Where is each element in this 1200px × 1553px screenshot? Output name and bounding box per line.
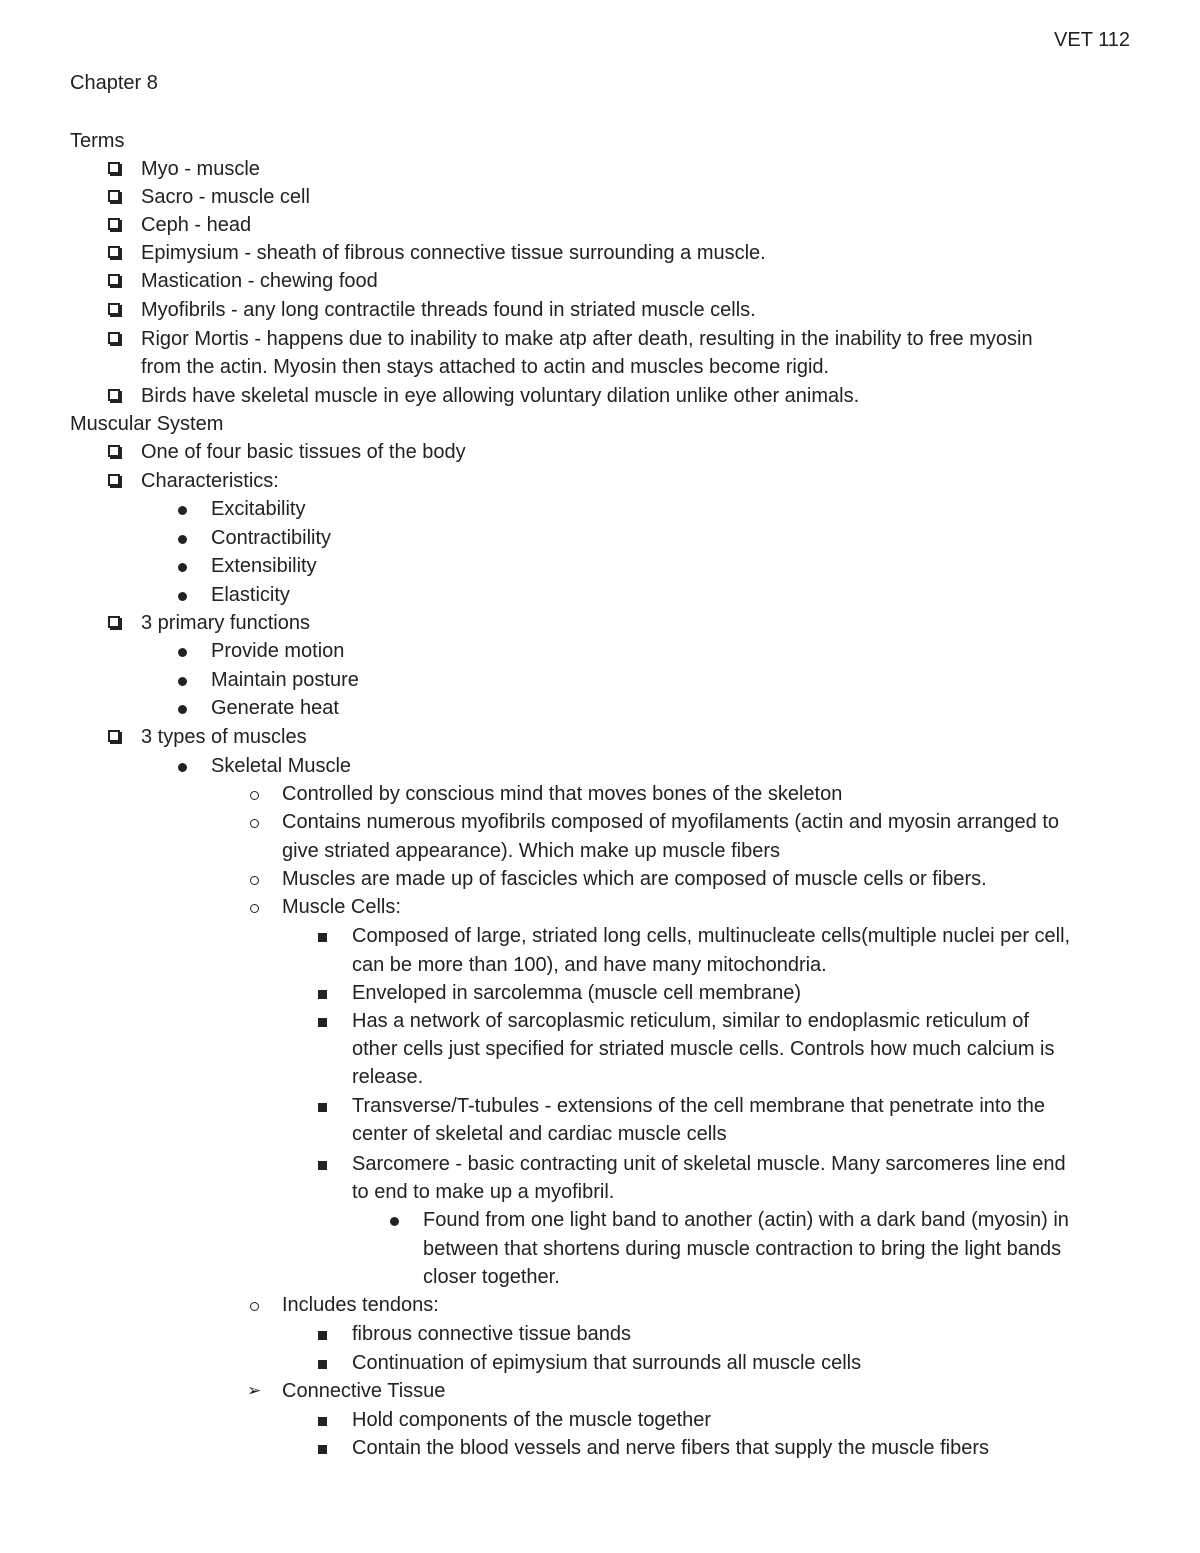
list-item: fibrous connective tissue bands (352, 1323, 632, 1345)
checkbox-icon (108, 332, 120, 344)
list-item: 3 types of muscles (141, 726, 307, 748)
bullet-icon (178, 592, 187, 601)
section-heading: Muscular System (70, 413, 224, 435)
list-item: Continuation of epimysium that surrounds all muscle cells (352, 1352, 862, 1374)
list-item: Generate heat (211, 697, 339, 719)
list-item: Epimysium - sheath of fibrous connective tissue surrounding a muscle. (141, 242, 766, 264)
list-item-continuation: to end to make up a myofibril. (352, 1181, 615, 1203)
square-bullet-icon (318, 1331, 327, 1340)
list-item: Elasticity (211, 584, 290, 606)
checkbox-icon (108, 616, 120, 628)
list-item: Myo - muscle (141, 158, 260, 180)
hollow-bullet-icon (250, 819, 259, 828)
bullet-icon (178, 506, 187, 515)
bullet-icon (178, 763, 187, 772)
bullet-icon (390, 1217, 399, 1226)
list-item-continuation: give striated appearance). Which make up muscle fibers (282, 840, 781, 862)
hollow-bullet-icon (250, 904, 259, 913)
list-item: Found from one light band to another (actin) with a dark band (myosin) in (423, 1209, 1069, 1231)
list-item: Has a network of sarcoplasmic reticulum, similar to endoplasmic reticulum of (352, 1010, 1029, 1032)
checkbox-icon (108, 389, 120, 401)
list-item-continuation: can be more than 100), and have many mitochondria. (352, 954, 827, 976)
square-bullet-icon (318, 1161, 327, 1170)
list-item: Birds have skeletal muscle in eye allowing voluntary dilation unlike other animals. (141, 385, 860, 407)
list-item: Muscle Cells: (282, 896, 401, 918)
bullet-icon (178, 705, 187, 714)
page-title: Chapter 8 (70, 72, 158, 94)
bullet-icon (178, 648, 187, 657)
list-item: Muscles are made up of fascicles which are composed of muscle cells or fibers. (282, 868, 987, 890)
list-item: Contractibility (211, 527, 332, 549)
arrow-bullet-icon: ➢ (247, 1381, 262, 1400)
square-bullet-icon (318, 1417, 327, 1426)
list-item: Hold components of the muscle together (352, 1409, 712, 1431)
list-item: Connective Tissue (282, 1380, 446, 1402)
list-item: Maintain posture (211, 669, 359, 691)
square-bullet-icon (318, 1445, 327, 1454)
square-bullet-icon (318, 933, 327, 942)
list-item: Provide motion (211, 640, 345, 662)
terms-heading: Terms (70, 130, 125, 152)
list-item: Controlled by conscious mind that moves bones of the skeleton (282, 783, 843, 805)
list-item: Contain the blood vessels and nerve fibers that supply the muscle fibers (352, 1437, 990, 1459)
list-item-continuation: other cells just specified for striated muscle cells. Controls how much calcium is (352, 1038, 1055, 1060)
list-item: Includes tendons: (282, 1294, 439, 1316)
list-item: 3 primary functions (141, 612, 310, 634)
list-item-continuation: between that shortens during muscle contraction to bring the light bands (423, 1238, 1062, 1260)
list-item: Sarcomere - basic contracting unit of skeletal muscle. Many sarcomeres line end (352, 1153, 1066, 1175)
bullet-icon (178, 535, 187, 544)
course-header: VET 112 (1054, 29, 1130, 51)
list-item-continuation: closer together. (423, 1266, 560, 1288)
checkbox-icon (108, 218, 120, 230)
hollow-bullet-icon (250, 791, 259, 800)
square-bullet-icon (318, 1018, 327, 1027)
bullet-icon (178, 677, 187, 686)
list-item: One of four basic tissues of the body (141, 441, 466, 463)
bullet-icon (178, 563, 187, 572)
checkbox-icon (108, 303, 120, 315)
list-item: Characteristics: (141, 470, 279, 492)
list-item-continuation: center of skeletal and cardiac muscle cells (352, 1123, 727, 1145)
list-item: Composed of large, striated long cells, multinucleate cells(multiple nuclei per cell, (352, 925, 1071, 947)
list-item: Skeletal Muscle (211, 755, 352, 777)
list-item: Sacro - muscle cell (141, 186, 310, 208)
square-bullet-icon (318, 1360, 327, 1369)
checkbox-icon (108, 274, 120, 286)
list-item: Contains numerous myofibrils composed of myofilaments (actin and myosin arranged to (282, 811, 1060, 833)
checkbox-icon (108, 730, 120, 742)
list-item: Enveloped in sarcolemma (muscle cell membrane) (352, 982, 802, 1004)
checkbox-icon (108, 190, 120, 202)
list-item: Myofibrils - any long contractile threads found in striated muscle cells. (141, 299, 756, 321)
checkbox-icon (108, 246, 120, 258)
hollow-bullet-icon (250, 1302, 259, 1311)
hollow-bullet-icon (250, 876, 259, 885)
checkbox-icon (108, 445, 120, 457)
list-item: Excitability (211, 498, 306, 520)
list-item-continuation: release. (352, 1066, 424, 1088)
list-item: Extensibility (211, 555, 317, 577)
checkbox-icon (108, 162, 120, 174)
square-bullet-icon (318, 1103, 327, 1112)
list-item: Rigor Mortis - happens due to inability to make atp after death, resulting in the inability to free myosin (141, 328, 1033, 350)
list-item-continuation: from the actin. Myosin then stays attached to actin and muscles become rigid. (141, 356, 830, 378)
list-item: Ceph - head (141, 214, 252, 236)
list-item: Mastication - chewing food (141, 270, 378, 292)
list-item: Transverse/T-tubules - extensions of the cell membrane that penetrate into the (352, 1095, 1045, 1117)
square-bullet-icon (318, 990, 327, 999)
checkbox-icon (108, 474, 120, 486)
